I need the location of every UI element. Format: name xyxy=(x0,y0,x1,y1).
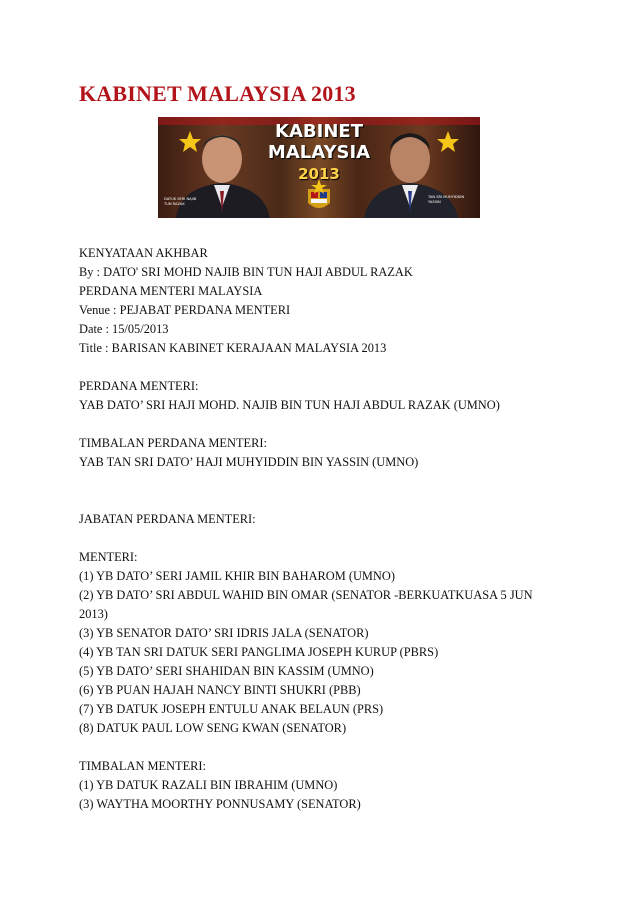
pm-heading: PERDANA MENTERI: xyxy=(79,379,199,393)
banner-line-3: 2013 xyxy=(298,165,340,183)
minister-item: (5) YB DATO’ SERI SHAHIDAN BIN KASSIM (UMNO) xyxy=(79,664,374,678)
coat-of-arms-icon xyxy=(308,179,330,208)
minister-item: (1) YB DATO’ SERI JAMIL KHIR BIN BAHAROM (UMNO) xyxy=(79,569,395,583)
header-line: Date : 15/05/2013 xyxy=(79,322,169,336)
minister-item: (3) YB SENATOR DATO’ SRI IDRIS JALA (SENATOR) xyxy=(79,626,369,640)
cabinet-banner-image xyxy=(158,117,480,218)
ministers-heading: MENTERI: xyxy=(79,550,138,564)
banner-line-1: KABINET xyxy=(275,121,363,142)
deputy-item: (1) YB DATUK RAZALI BIN IBRAHIM (UMNO) xyxy=(79,778,338,792)
banner-caption-right: TAN SRI MUHYIDDIN YASSIN xyxy=(428,195,465,204)
department-heading: JABATAN PERDANA MENTERI: xyxy=(79,512,256,526)
header-line: Title : BARISAN KABINET KERAJAAN MALAYSIA 2013 xyxy=(79,341,387,355)
minister-item: (7) YB DATUK JOSEPH ENTULU ANAK BELAUN (PRS) xyxy=(79,702,384,716)
header-line: KENYATAAN AKHBAR xyxy=(79,246,208,260)
document-body xyxy=(79,244,599,814)
pm-name: YAB DATO’ SRI HAJI MOHD. NAJIB BIN TUN HAJI ABDUL RAZAK (UMNO) xyxy=(79,398,500,412)
page-title: KABINET MALAYSIA 2013 xyxy=(79,81,356,106)
dpm-heading: TIMBALAN PERDANA MENTERI: xyxy=(79,436,267,450)
minister-item: (4) YB TAN SRI DATUK SERI PANGLIMA JOSEPH KURUP (PBRS) xyxy=(79,645,439,659)
deputy-item: (3) WAYTHA MOORTHY PONNUSAMY (SENATOR) xyxy=(79,797,361,811)
banner-caption-left: DATUK SERI NAJIB TUN RAZAK xyxy=(164,197,197,206)
minister-item: (6) YB PUAN HAJAH NANCY BINTI SHUKRI (PBB) xyxy=(79,683,361,697)
minister-item: (2) YB DATO’ SRI ABDUL WAHID BIN OMAR (SENATOR -BERKUATKUASA 5 JUN xyxy=(79,588,533,602)
header-line: By : DATO' SRI MOHD NAJIB BIN TUN HAJI ABDUL RAZAK xyxy=(79,265,413,279)
minister-item: 2013) xyxy=(79,607,108,621)
header-line: Venue : PEJABAT PERDANA MENTERI xyxy=(79,303,291,317)
minister-item: (8) DATUK PAUL LOW SENG KWAN (SENATOR) xyxy=(79,721,347,735)
header-line: PERDANA MENTERI MALAYSIA xyxy=(79,284,263,298)
deputies-heading: TIMBALAN MENTERI: xyxy=(79,759,206,773)
dpm-name: YAB TAN SRI DATO’ HAJI MUHYIDDIN BIN YASSIN (UMNO) xyxy=(79,455,419,469)
banner-line-2: MALAYSIA xyxy=(267,142,371,163)
